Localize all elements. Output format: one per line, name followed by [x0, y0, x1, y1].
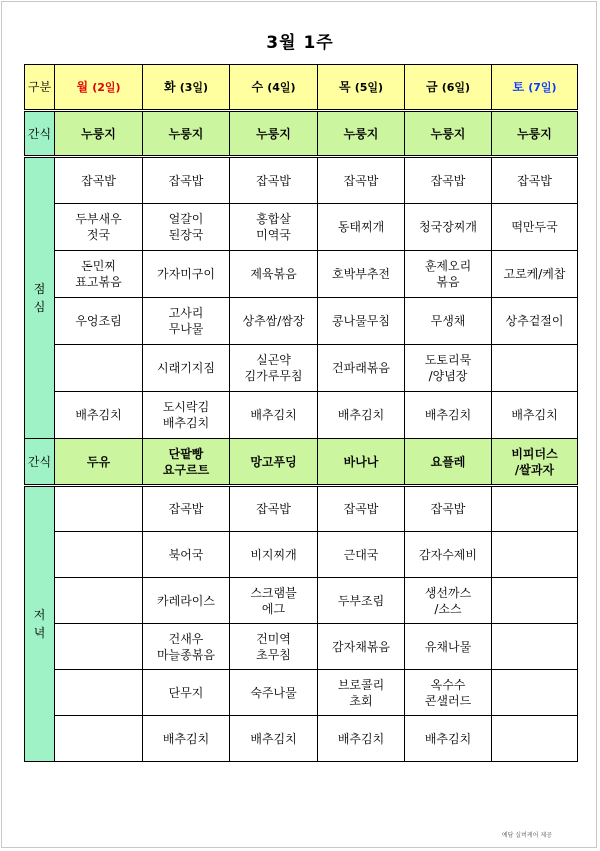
- menu-item-line: 유채나물: [424, 639, 472, 654]
- menu-cell: 잡곡밥: [143, 157, 230, 204]
- menu-cell: [405, 439, 492, 486]
- dinner-row: [25, 578, 578, 624]
- menu-item-line: 콩나물무침: [332, 314, 390, 328]
- menu-cell: [230, 204, 318, 251]
- menu-cell: [230, 439, 318, 486]
- menu-item-line: /소스: [434, 601, 462, 616]
- menu-item-line: 배추김치: [250, 731, 297, 746]
- menu-cell: [143, 578, 230, 624]
- menu-table: [24, 64, 578, 762]
- menu-cell: [55, 486, 143, 532]
- menu-item-line: 무생채: [430, 314, 466, 328]
- day-name: 토: [512, 79, 525, 94]
- lunch-label: 점심: [25, 157, 55, 439]
- menu-item-line: 카레라이스: [157, 593, 215, 608]
- menu-item-line: 홍합살: [256, 212, 291, 226]
- day-name: 목: [338, 79, 351, 94]
- menu-item-line: 두부새우: [75, 212, 122, 226]
- menu-item-line: 감자채볶음: [332, 639, 390, 654]
- menu-item-line: 숙주나물: [250, 685, 297, 700]
- menu-item-line: 고로케/케찹: [503, 267, 566, 281]
- menu-cell: [405, 716, 492, 762]
- menu-cell: [230, 716, 318, 762]
- lunch-row: [25, 298, 578, 345]
- menu-cell: [405, 624, 492, 670]
- day-name: 수: [251, 79, 264, 94]
- menu-item-line: 바나나: [343, 454, 379, 469]
- day-header-mon: [55, 65, 143, 111]
- header-row: [25, 65, 578, 111]
- menu-cell: [405, 670, 492, 716]
- menu-cell: [143, 532, 230, 578]
- menu-item-line: /쌀과자: [514, 462, 555, 477]
- menu-cell: [55, 439, 143, 486]
- menu-cell: [55, 392, 143, 439]
- menu-item-line: 초회: [349, 693, 373, 708]
- menu-cell: [143, 624, 230, 670]
- day-name: 월: [76, 79, 89, 94]
- menu-item-line: 볶음: [436, 275, 460, 289]
- menu-cell: [492, 578, 578, 624]
- menu-cell: [318, 486, 405, 532]
- menu-item-line: 배추김치: [75, 408, 122, 422]
- dinner-row: [25, 624, 578, 670]
- menu-item-line: 비피더스: [511, 446, 558, 461]
- menu-cell: [230, 486, 318, 532]
- menu-item-line: 요플레: [430, 454, 466, 469]
- menu-item-line: 비지찌개: [250, 547, 297, 562]
- dinner-row: [25, 532, 578, 578]
- menu-item-line: 우엉조림: [75, 314, 122, 328]
- menu-cell: 누룽지: [143, 111, 230, 157]
- menu-item-line: 상추쌈/쌈장: [242, 314, 305, 328]
- menu-cell: [405, 486, 492, 532]
- menu-cell: [230, 345, 318, 392]
- menu-cell: [492, 439, 578, 486]
- menu-item-line: 미역국: [256, 228, 291, 242]
- menu-cell: [492, 204, 578, 251]
- menu-item-line: 실곤약: [256, 353, 291, 367]
- menu-cell: [318, 532, 405, 578]
- day-header-wed: [230, 65, 318, 111]
- category-header: 구분: [25, 65, 55, 111]
- menu-item-line: 배추김치: [162, 731, 210, 746]
- menu-cell: [405, 298, 492, 345]
- menu-cell: [55, 578, 143, 624]
- menu-cell: [492, 486, 578, 532]
- menu-item-line: 감자수제비: [419, 547, 477, 562]
- menu-cell: [230, 251, 318, 298]
- menu-cell: 누룽지: [492, 111, 578, 157]
- dinner-row: [25, 486, 578, 532]
- menu-cell: [143, 392, 230, 439]
- dinner-label: 저녁: [25, 486, 55, 762]
- lunch-row: [25, 157, 578, 204]
- menu-cell: [230, 392, 318, 439]
- day-name: 화: [163, 79, 176, 94]
- menu-cell: [405, 204, 492, 251]
- menu-cell: [405, 392, 492, 439]
- menu-cell: [318, 345, 405, 392]
- menu-cell: [230, 532, 318, 578]
- menu-cell: [230, 670, 318, 716]
- menu-cell: [55, 716, 143, 762]
- menu-cell: [492, 392, 578, 439]
- day-date: (5일): [354, 80, 384, 94]
- menu-cell: [143, 345, 230, 392]
- menu-item-line: 배추김치: [250, 408, 297, 422]
- morning-snack-row: [25, 111, 578, 157]
- menu-item-line: 에그: [261, 601, 286, 616]
- menu-cell: [230, 578, 318, 624]
- menu-cell: [318, 716, 405, 762]
- menu-cell: [143, 204, 230, 251]
- menu-item-line: 무나물: [168, 322, 204, 336]
- menu-item-line: 젓국: [86, 228, 111, 242]
- menu-item-line: 건파래볶음: [332, 361, 390, 375]
- menu-cell: [318, 392, 405, 439]
- menu-item-line: /양념장: [428, 369, 468, 383]
- menu-item-line: 훈제오리: [424, 259, 472, 273]
- menu-cell: 잡곡밥: [230, 157, 318, 204]
- day-header-tue: [143, 65, 230, 111]
- menu-cell: [492, 251, 578, 298]
- menu-cell: 누룽지: [230, 111, 318, 157]
- menu-cell: [230, 298, 318, 345]
- lunch-row: [25, 204, 578, 251]
- dinner-row: [25, 670, 578, 716]
- lunch-row: [25, 392, 578, 439]
- lunch-row: [25, 345, 578, 392]
- menu-item-line: 건미역: [256, 631, 291, 646]
- menu-cell: [230, 624, 318, 670]
- menu-item-line: 가자미구이: [157, 267, 215, 281]
- day-header-thu: [318, 65, 405, 111]
- menu-item-line: 도시락김: [162, 400, 210, 414]
- menu-item-line: 배추김치: [162, 416, 210, 430]
- menu-item-line: 스크램블: [250, 585, 297, 600]
- menu-cell: [318, 298, 405, 345]
- lunch-section: [25, 157, 578, 439]
- menu-cell: [405, 578, 492, 624]
- day-date: (4일): [267, 80, 296, 94]
- menu-item-line: 된장국: [168, 228, 204, 242]
- menu-item-line: 근대국: [343, 547, 379, 562]
- menu-item-line: 표고볶음: [75, 275, 122, 289]
- menu-cell: [143, 439, 230, 486]
- menu-cell: 잡곡밥: [492, 157, 578, 204]
- menu-cell: [318, 578, 405, 624]
- menu-item-line: 상추겉절이: [505, 314, 564, 328]
- menu-cell: [55, 532, 143, 578]
- menu-item-line: 두부조림: [337, 593, 385, 608]
- menu-cell: [143, 298, 230, 345]
- menu-cell: 누룽지: [405, 111, 492, 157]
- menu-cell: 누룽지: [318, 111, 405, 157]
- menu-item-line: 고사리: [168, 306, 204, 320]
- menu-cell: [318, 439, 405, 486]
- dinner-row: [25, 716, 578, 762]
- menu-item-line: 잡곡밥: [343, 502, 379, 516]
- menu-cell: [55, 298, 143, 345]
- menu-item-line: 떡만두국: [511, 220, 558, 234]
- menu-cell: [143, 670, 230, 716]
- menu-cell: 잡곡밥: [318, 157, 405, 204]
- menu-cell: 잡곡밥: [55, 157, 143, 204]
- menu-item-line: 시래기지짐: [157, 361, 215, 375]
- menu-item-line: 호박부추전: [332, 267, 390, 281]
- menu-item-line: 배추김치: [337, 731, 385, 746]
- menu-cell: [318, 624, 405, 670]
- menu-item-line: 얼갈이: [168, 212, 204, 226]
- menu-item-line: 잡곡밥: [168, 502, 204, 516]
- menu-item-line: 북어국: [168, 547, 204, 562]
- afternoon-snack-label: 간식: [25, 439, 55, 486]
- menu-item-line: 망고푸딩: [250, 454, 297, 469]
- menu-cell: [492, 670, 578, 716]
- menu-cell: 누룽지: [55, 111, 143, 157]
- day-header-fri: [405, 65, 492, 111]
- menu-item-line: 두유: [86, 454, 111, 469]
- footer-credit: 예담 실버케어 제공: [501, 832, 552, 839]
- day-name: 금: [425, 79, 438, 94]
- menu-item-line: 마늘종볶음: [157, 647, 215, 662]
- menu-item-line: 초무침: [256, 647, 291, 662]
- menu-item-line: 생선까스: [424, 585, 472, 600]
- menu-cell: [405, 345, 492, 392]
- dinner-section: [25, 486, 578, 762]
- menu-cell: [55, 251, 143, 298]
- menu-item-line: 도토리묵: [424, 353, 472, 367]
- menu-item-line: 배추김치: [511, 408, 558, 422]
- menu-item-line: 브로콜리: [337, 677, 385, 692]
- menu-item-line: 동태찌개: [337, 220, 385, 234]
- menu-cell: [492, 298, 578, 345]
- menu-item-line: 잡곡밥: [430, 502, 466, 516]
- menu-item-line: 배추김치: [337, 408, 385, 422]
- menu-item-line: 김가루무침: [244, 369, 303, 383]
- morning-snack-label: 간식: [25, 111, 55, 157]
- menu-cell: [143, 486, 230, 532]
- menu-item-line: 단무지: [168, 685, 204, 700]
- menu-item-line: 제육볶음: [250, 267, 297, 281]
- menu-cell: [55, 670, 143, 716]
- menu-item-line: 잡곡밥: [256, 502, 291, 516]
- menu-cell: [492, 345, 578, 392]
- page-title: 3월 1주: [266, 33, 334, 53]
- day-date: (7일): [528, 80, 557, 94]
- menu-cell: [318, 670, 405, 716]
- menu-item-line: 콘샐러드: [424, 693, 472, 708]
- menu-item-line: 청국장찌개: [419, 220, 477, 234]
- menu-cell: [492, 624, 578, 670]
- day-date: (3일): [179, 80, 209, 94]
- menu-cell: [55, 345, 143, 392]
- menu-cell: [405, 251, 492, 298]
- menu-cell: [143, 716, 230, 762]
- day-header-sat: [492, 65, 578, 111]
- menu-item-line: 건새우: [168, 631, 204, 646]
- lunch-row: [25, 251, 578, 298]
- menu-cell: [405, 532, 492, 578]
- menu-cell: [55, 204, 143, 251]
- menu-item-line: 요구르트: [162, 462, 210, 477]
- menu-cell: [318, 251, 405, 298]
- menu-cell: [492, 716, 578, 762]
- menu-item-line: 단팥빵: [168, 446, 204, 461]
- menu-item-line: 돈민찌: [81, 259, 116, 273]
- day-date: (2일): [92, 80, 121, 94]
- day-date: (6일): [441, 80, 471, 94]
- menu-cell: [143, 251, 230, 298]
- menu-cell: 잡곡밥: [405, 157, 492, 204]
- menu-item-line: 배추김치: [424, 731, 472, 746]
- menu-cell: [492, 532, 578, 578]
- menu-item-line: 배추김치: [424, 408, 472, 422]
- menu-item-line: 옥수수: [430, 677, 466, 692]
- afternoon-snack-row: [25, 439, 578, 486]
- menu-cell: [55, 624, 143, 670]
- menu-cell: [318, 204, 405, 251]
